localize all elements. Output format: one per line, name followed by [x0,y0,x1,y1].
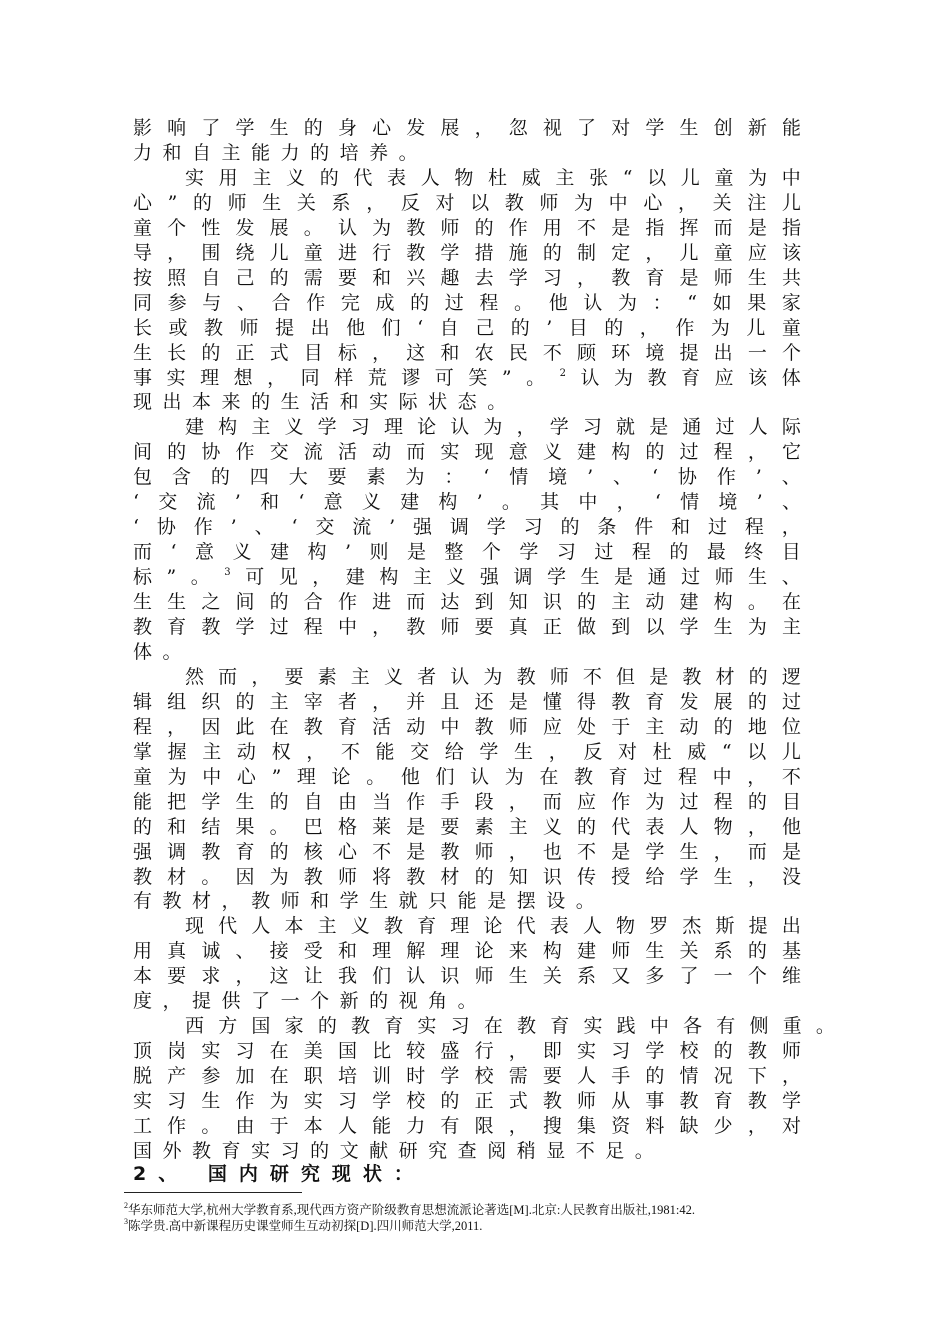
body-line: 西 方 国 家 的 教 育 实 习 在 教 育 实 践 中 各 有 侧 重 。 [185,1015,835,1038]
body-line: 强 调 教 育 的 核 心 不 是 教 师 ， 也 不 是 学 生 ， 而 是 [133,840,801,863]
body-line: 标 ” 。 $^3$ 可 见 ， 建 构 主 义 强 调 学 生 是 通 过 师 生 、 [133,566,801,589]
body-line: 能 把 学 生 的 自 由 当 作 手 段 ， 而 应 作 为 过 程 的 目 [133,790,801,813]
body-line: 本 要 求 ， 这 让 我 们 认 识 师 生 关 系 又 多 了 一 个 维 [133,965,801,988]
footnote-ref: 3 [224,567,231,579]
body-line: 国 外 教 育 实 习 的 文 献 研 究 查 阅 稍 显 不 足 。 [133,1139,654,1162]
footnote-number: 3 [124,1217,128,1226]
body-line: 教 材 。 因 为 教 师 将 教 材 的 知 识 传 授 给 学 生 ， 没 [133,865,801,888]
body-line: 生 生 之 间 的 合 作 进 而 达 到 知 识 的 主 动 建 构 。 在 [133,591,801,613]
body-line: 现 代 人 本 主 义 教 育 理 论 代 表 人 物 罗 杰 斯 提 出 [185,915,801,938]
body-line: 顶 岗 实 习 在 美 国 比 较 盛 行 ， 即 实 习 学 校 的 教 师 [133,1040,801,1063]
body-line: 辑 组 织 的 主 宰 者 ， 并 且 还 是 懂 得 教 育 发 展 的 过 [133,690,801,713]
body-line: 同 参 与 、 合 作 完 成 的 过 程 。 他 认 为 ： “ 如 果 家 [133,291,801,314]
body-line: 程 ， 因 此 在 教 育 活 动 中 教 师 应 处 于 主 动 的 地 位 [133,715,801,738]
body-line: 童 个 性 发 展 。 认 为 教 师 的 作 用 不 是 指 挥 而 是 指 [133,216,801,239]
body-line: 心 ” 的 师 生 关 系 ， 反 对 以 教 师 为 中 心 ， 关 注 儿 [133,191,801,214]
footnote-separator [124,1192,302,1193]
body-line: 生 长 的 正 式 目 标 ， 这 和 农 民 不 顾 环 境 提 出 一 个 [133,341,801,364]
body-line: 用 真 诚 、 接 受 和 理 解 理 论 来 构 建 师 生 关 系 的 基 [133,940,801,963]
body-line: 度 ， 提 供 了 一 个 新 的 视 角 。 [133,990,477,1013]
body-line: 有 教 材 ， 教 师 和 学 生 就 只 能 是 摆 设 。 [133,890,595,913]
body-line: 长 或 教 师 提 出 他 们 ‘ 自 己 的 ’ 目 的 ， 作 为 儿 童 [133,316,801,339]
body-line: 的 和 结 果 。 巴 格 莱 是 要 素 主 义 的 代 表 人 物 ， 他 [133,815,801,838]
footnote-ref: 2 [559,367,566,379]
section-heading: 2、 国内研究现状： [133,1163,425,1185]
body-line: 工 作 。 由 于 本 人 能 力 有 限 ， 搜 集 资 料 缺 少 ， 对 [133,1115,801,1137]
body-line: 建 构 主 义 学 习 理 论 认 为 ， 学 习 就 是 通 过 人 际 [185,416,801,439]
body-line: 力 和 自 主 能 力 的 培 养 。 [133,141,418,164]
body-line: 而 ‘ 意 义 建 构 ’ 则 是 整 个 学 习 过 程 的 最 终 目 [133,541,801,564]
body-line: 现 出 本 来 的 生 活 和 实 际 状 态 。 [133,391,507,414]
body-line: 事 实 理 想 ， 同 样 荒 谬 可 笑 ” 。 $^2$ 认 为 教 育 应 该 体 [133,366,801,389]
body-line: 导 ， 围 绕 儿 童 进 行 教 学 措 施 的 制 定 ， 儿 童 应 该 [133,241,801,264]
body-line: 包 含 的 四 大 要 素 为 ： ‘ 情 境 ’ 、 ‘ 协 作 ’ 、 [133,466,801,489]
body-line: 影 响 了 学 生 的 身 心 发 展 ， 忽 视 了 对 学 生 创 新 能 [133,117,801,139]
body-line: 脱 产 参 加 在 职 培 训 时 学 校 需 要 人 手 的 情 况 下 ， [133,1065,801,1088]
body-line: 体 。 [133,640,182,663]
body-line: 掌 握 主 动 权 ， 不 能 交 给 学 生 ， 反 对 杜 威 “ 以 儿 [133,740,801,763]
body-line: 童 为 中 心 ” 理 论 。 他 们 认 为 在 教 育 过 程 中 ， 不 [133,765,801,788]
body-line: 实 习 生 作 为 实 习 学 校 的 正 式 教 师 从 事 教 育 教 学 [133,1090,801,1112]
footnote-text: 华东师范大学,杭州大学教育系,现代西方资产阶级教育思想流派论著选[M].北京:人民教育出版社,1981:42. [128,1203,696,1218]
footnote-3 [124,1214,482,1232]
body-line: 实 用 主 义 的 代 表 人 物 杜 威 主 张 “ 以 儿 童 为 中 [185,166,801,189]
body-line: 教 育 教 学 过 程 中 ， 教 师 要 真 正 做 到 以 学 生 为 主 [133,616,801,638]
body-line: 间 的 协 作 交 流 活 动 而 实 现 意 义 建 构 的 过 程 ， 它 [133,441,801,464]
body-line: 然 而 ， 要 素 主 义 者 认 为 教 师 不 但 是 教 材 的 逻 [185,665,801,688]
body-line: ‘ 交 流 ’ 和 ‘ 意 义 建 构 ’ 。 其 中 ， ‘ 情 境 ’ 、 [133,491,801,514]
footnote-number: 2 [124,1201,128,1210]
body-line: 按 照 自 己 的 需 要 和 兴 趣 去 学 习 ， 教 育 是 师 生 共 [133,266,801,289]
body-line: ‘ 协 作 ’ 、 ‘ 交 流 ’ 强 调 学 习 的 条 件 和 过 程 ， [133,516,801,539]
footnote-text: 陈学贵.高中新课程历史课堂师生互动初探[D].四川师范大学,2011. [128,1219,483,1234]
